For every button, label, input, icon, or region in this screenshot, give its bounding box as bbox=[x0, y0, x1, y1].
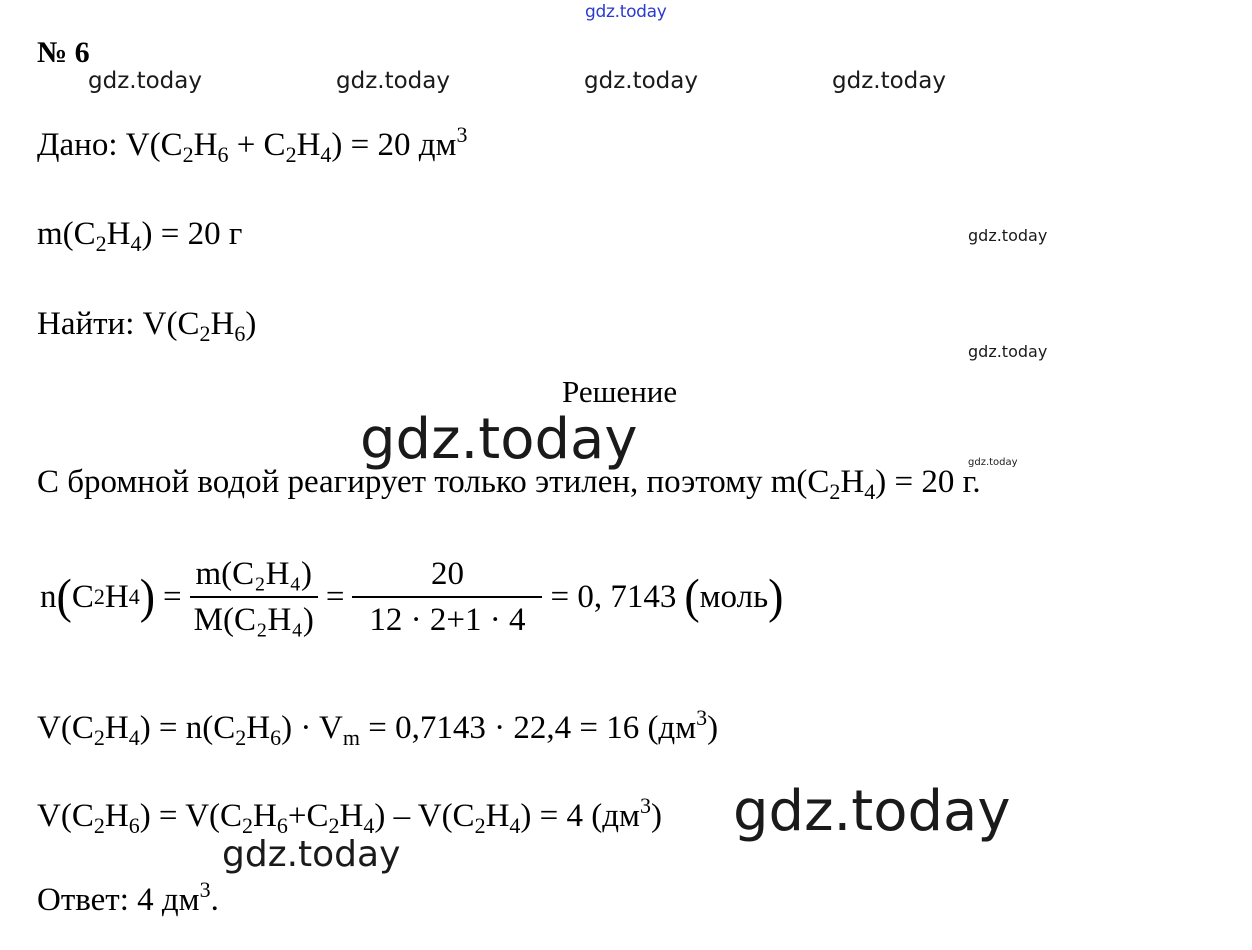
given-mass-line: $m(C_2H_4) = 20$ г bbox=[37, 216, 243, 256]
formula-moles: n ( C 2 H 4 ) = $\frac{\text{m(C₂H₄)}}{\text{M(C₂H₄)}}$ = $\frac{20}{12 \cdot 2+1 \cdot 4}$ = 0, 7143 ( моль ) bbox=[40, 552, 783, 642]
statement-line: С бромной водой реагирует только этилен, поэтому $m(C_2H_4) = 20$ г. bbox=[37, 464, 981, 504]
given-volume-line: Дано: $V(C_2H_6 + C_2H_4) = 20$ $дм^3$ bbox=[37, 122, 468, 167]
watermark: gdz.today bbox=[968, 226, 1048, 245]
find-line: Найти: $V(C_2H_6)$ bbox=[37, 306, 257, 346]
given-label: Дано: bbox=[37, 127, 118, 163]
watermark-large: gdz.today bbox=[360, 407, 638, 472]
watermark-medium: gdz.today bbox=[222, 834, 401, 875]
volume-ethylene-line: $V(C_2H_4) = n(C_2H_6) \cdot V_m = 0,7143 \cdot 22,4 = 16$ $(дм^3)$ bbox=[37, 705, 719, 750]
watermark: gdz.today bbox=[968, 342, 1048, 361]
answer-line: Ответ: 4 $дм^3$. bbox=[37, 877, 219, 918]
solution-heading: Решение bbox=[562, 374, 678, 409]
problem-number: № 6 bbox=[37, 36, 90, 69]
fraction-numeric: $\frac{20}{12 \cdot 2+1 \cdot 4}$ bbox=[352, 552, 542, 642]
watermark: gdz.today bbox=[968, 457, 1018, 468]
find-label: Найти: bbox=[37, 306, 135, 342]
watermark: gdz.today bbox=[584, 68, 698, 94]
watermark: gdz.today bbox=[832, 68, 946, 94]
watermark: gdz.today bbox=[336, 68, 450, 94]
fraction-mass-over-molar: $\frac{\text{m(C₂H₄)}}{\text{M(C₂H₄)}}$ bbox=[190, 552, 318, 642]
volume-ethane-line: $V(C_2H_6) = V(C_2H_6+C_2H_4) - V(C_2H_4) = 4$ $(дм^3)$ bbox=[37, 793, 662, 838]
watermark-top: gdz.today bbox=[585, 2, 667, 22]
watermark: gdz.today bbox=[88, 68, 202, 94]
watermark-large: gdz.today bbox=[733, 779, 1011, 844]
